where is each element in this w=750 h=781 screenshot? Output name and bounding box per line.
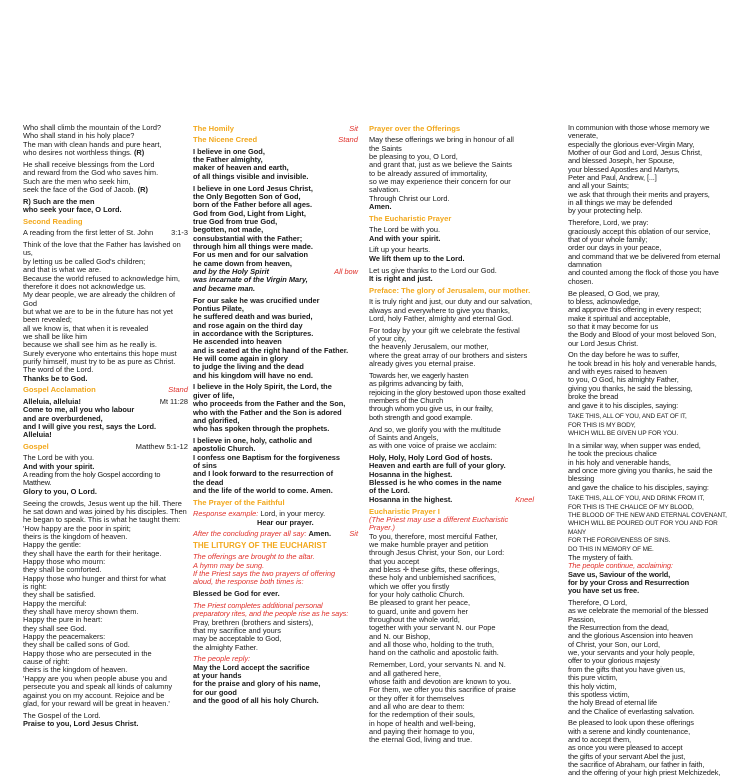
gospel-text-2: 'Happy are you when people abuse you and persecute you and speak all kinds of calumny against you on my account. Rejoice and be glad, for your reward will be great in heaven.' [23,673,173,708]
may-the-lord-accept: May the Lord accept the sacrifice at your hands for the praise and glory of his name, for our good and the good of all his holy Church. [193,662,321,706]
let-us-give-thanks: Let us give thanks to the Lord our God. [369,265,497,275]
ep1-text-2: Remember, Lord, your servants N. and N. and all gathered here, whose faith and devotion are known to you. For them, we offer you this sacrifice of praise or they offer it for themselves and all who are dear to them: for the redemption of their souls, in hope of health and well-being, and paying their homage to you, the eternal God, living and true. [369,660,516,745]
right-and-just: It is right and just. [369,274,433,283]
people-continue-rubric: The people continue, acclaiming: [568,561,673,571]
second-reading-text: Think of the love that the Father has lavished on us, by letting us be called God's children; and that is what we are. Because the world refused to acknowledge him, therefore it does not acknowledge us. My dear people, we are already the children of God but what we are to be in the future has not yet been revealed; all we know is, that when it is revealed we shall be like him because we shall see him as he really is. Surely everyone who entertains this hope must purify himself, must try to be as pure as Christ. [23,240,181,366]
pray-brethren: Pray, brethren (brothers and sisters), that my sacrifice and yours may be acceptable to God, the almighty Father. [193,617,314,652]
preface-text-2: For today by your gift we celebrate the festival of your city, the heavenly Jerusalem, our mother, where the great array of our brothers and sisters already gives you eternal praise. [369,325,528,369]
lord-be-with-you: The Lord be with you. [23,453,95,463]
offerings-rubric: The offerings are brought to the altar. A hymn may be sung. If the Priest says the two prayers of offering aloud, the response both times is: [193,552,336,587]
hear-our-prayer: Hear our prayer. [257,517,314,527]
liturgy-heading: THE LITURGY OF THE EUCHARIST [193,540,327,550]
sanctus [369,454,534,504]
priest-completes-rubric: The Priest completes additional personal preparatory rites, and the people rise as he says: [193,600,349,619]
consecration-bread: TAKE THIS, ALL OF YOU, AND EAT OF IT, FOR THIS IS MY BODY, WHICH WILL BE GIVEN UP FOR YOU. [568,413,687,438]
blessed-response: Blessed be God for ever. [193,589,280,599]
consecration-wine: TAKE THIS, ALL OF YOU, AND DRINK FROM IT, FOR THIS IS THE CHALICE OF MY BLOOD, THE BLOOD OF THE NEW AND ETERNAL COVENANT, WHICH WILL BE POURED OUT FOR YOU AND FOR MANY FOR THE FORGIVENESS OF SINS. DO THIS IN MEMORY OF ME. [568,495,727,553]
gospel-heading [23,443,188,451]
preface-text-1: It is truly right and just, our duty and our salvation, always and everywhere to give you thanks, Lord, holy Father, almighty and eternal God. [369,297,533,323]
eucharistic-prayer-heading: The Eucharistic Prayer [369,213,452,223]
column-4 [568,124,733,781]
response-marker: (R) [133,148,145,158]
prayer-offerings-text: May these offerings we bring in honour of all the Saints be pleasing to you, O Lord, and grant that, just as we believe the Saints to be already assured of immortality, so we may experience their concern for our salvation. Through Christ our Lord. [369,135,514,203]
and-with-your-spirit: And with your spirit. [23,461,95,471]
gospel-intro: A reading from the holy Gospel according to Matthew. [23,470,161,488]
preface-text-4: And so, we glorify you with the multitude of Saints and Angels, as with one voice of praise we acclaim: [369,424,501,451]
second-reading-heading: Second Reading [23,216,83,226]
preface-heading: Preface: The glory of Jerusalem, our mother. [369,285,531,295]
heading-text: The Nicene Creed [193,135,258,145]
prayer-offerings-heading: Prayer over the Offerings [369,124,461,133]
creed-part-1: I believe in one God, the Father almighty, maker of heaven and earth, of all things visible and invisible. [193,146,309,181]
gospel-text: Seeing the crowds, Jesus went up the hill. There he sat down and was joined by his disciples. Then he began to speak. This is what he taught them: [23,498,187,525]
creed-part-2: I believe in one Lord Jesus Christ, the Only Begotten Son of God, born of the Father before all ages. God from God, Light from Light, true God from true God, begotten, not made, consubstantial with the Father; through him all things were made. For us men and for our salvation he came down from heaven, [193,183,313,268]
alleluia-text: Alleluia, alleluia! [23,396,81,406]
lift-up-hearts: Lift up your hearts. [369,245,431,255]
amen-response: Amen. [369,202,392,212]
qui-pridie: On the day before he was to suffer, he took bread in his holy and venerable hands, and with eyes raised to heaven to you, O God, his almighty Father, giving you thanks, he said the blessing, broke the bread and gave it to his disciples, saying: [568,350,717,410]
stanza-text: He shall receive blessings from the Lord and reward from the God who saves him. Such are the men who seek him, seek the face of the God of Jacob. [23,159,159,194]
response-label: Response example: [193,509,259,519]
response-marker: (R) [137,184,148,194]
rubric-stand: Stand [168,385,188,395]
psalm-stanza-1 [23,124,188,157]
creed-part-3: For our sake he was crucified under Pontius Pilate, he suffered death and was buried, and rose again on the third day in accordance with the Scriptures. He ascended into heaven and is seated at the right hand of the Father. He will come again in glory to judge the living and the dead and his kingdom will have no end. [193,295,349,380]
creed-heading [193,136,358,144]
beatitudes: 'How happy are the poor in spirit; theirs is the kingdom of heaven. Happy the gentle: they shall have the earth for their heritage. Happy those who mourn: they shall be comforted. Happy those who hunger and thirst for what is right: they shall be satisfied. Happy the merciful: they shall have mercy shown them. Happy the pure in heart: they shall see God. Happy the peacemakers: they shall be called sons of God. Happy those who are persecuted in the cause of right: theirs is the kingdom of heaven. [23,523,166,675]
ep1-rubric: (The Priest may use a different Eucharistic Prayer.) [369,514,509,533]
second-reading-intro [23,229,188,237]
rubric-sit: Sit [349,124,358,133]
rubric-kneel: Kneel [515,494,534,504]
column-1 [23,124,188,732]
gospel-acclamation-heading [23,386,188,394]
praise-response: Praise to you, Lord Jesus Christ. [23,719,139,729]
column-2 [193,124,358,709]
supra-quae: Be pleased to look upon these offerings with a serene and kindly countenance, and to accept them, as once you were pleased to accept the gifts of your servant Abel the just, the sacrifice of Abraham, our father in faith, and the offering of your high priest Melchizedek, [568,718,721,778]
ep1-heading: Eucharistic Prayer I [369,506,440,516]
gospel-of-lord: The Gospel of the Lord. [23,710,101,720]
heading-text: Gospel Acclamation [23,385,96,395]
column-3 [369,124,534,748]
heading-text: The Homily [193,124,234,133]
reference: 3:1-3 [171,228,188,238]
amen: Amen. [308,529,332,539]
save-us-acclamation: Save us, Saviour of the world, for by your Cross and Resurrection you have set us free. [568,569,690,596]
creed-part-4: I believe in the Holy Spirit, the Lord, the giver of life, who proceeds from the Father and the Son, who with the Father and the Son is adored and glorified, who has spoken through the prophets. [193,382,346,434]
rubric-stand: Stand [338,135,358,145]
concluding-rubric [193,530,358,538]
thanks-response: Thanks be to God. [23,373,88,383]
response-text: Lord, in your mercy. [260,509,326,519]
psalm-response: R) Such are the men who seek your face, O Lord. [23,196,122,215]
ep1-text-1: To you, therefore, most merciful Father, we make humble prayer and petition through Jesus Christ, your Son, our Lord: that you accept and bless ✛ these gifts, these offerings, these holy and unblemished sacrifices, which we offer you firstly for your holy catholic Church. Be pleased to grant her peace, to guard, unite and govern her throughout the whole world, together with your servant N. our Pope and N. our Bishop, and all those who, holding to the truth, hand on the catholic and apostolic faith. [369,531,505,658]
people-reply-rubric: The people reply: [193,654,251,664]
psalm-stanza-2 [23,161,188,194]
hanc-igitur: Therefore, Lord, we pray: graciously accept this oblation of our service, that of your whole family; order our days in your peace, and command that we be delivered from eternal damnation and counted among the flock of those you have chosen. [568,218,721,286]
reference: Matthew 5:1-12 [135,442,188,452]
rubric-all-bow: All bow [334,267,358,276]
intro-text: A reading from the first letter of St. John [23,228,154,238]
homily-heading [193,125,358,133]
alleluia [23,398,188,406]
lord-be-with-you: The Lord be with you. [369,225,441,235]
sanctus-text: Holy, Holy, Holy Lord God of hosts. Heaven and earth are full of your glory. Hosanna in the highest. Blessed is he who comes in the name of the Lord. Hosanna in the highest. [369,453,506,504]
faithful-heading: The Prayer of the Faithful [193,497,285,507]
incarnation-text: and by the Holy Spirit was incarnate of the Virgin Mary, and became man. [193,267,308,293]
heading-text: Gospel [23,442,49,452]
word-of-lord: The word of the Lord. [23,365,94,375]
and-with-your-spirit: And with your spirit. [369,233,441,243]
communicantes: In communion with those whose memory we venerate, especially the glorious ever-Virgin Mary, Mother of our God and Lord, Jesus Christ, and blessed Joseph, her Spouse, your blessed Apostles and Martyrs, Peter and Paul, Andrew, [...] and all your Saints; we ask that through their merits and prayers, in all things we may be defended by your protecting help. [568,123,710,216]
creed-incarnation [193,268,358,293]
rubric-sit: Sit [349,529,358,539]
preface-text-3: Towards her, we eagerly hasten as pilgrims advancing by faith, rejoicing in the glory bestowed upon those exalted members of the Church through whom you give us, in our frailty, both strength and good example. [369,370,526,422]
creed-part-5: I believe in one, holy, catholic and apostolic Church. I confess one Baptism for the forgiveness of sins and I look forward to the resurrection of the dead and the life of the world to come. Amen. [193,436,341,496]
concluding-text: After the concluding prayer all say: [193,529,307,539]
simili-modo: In a similar way, when supper was ended, he took the precious chalice in his holy and venerable hands, and once more giving you thanks, he said the blessing and gave the chalice to his disciples, saying: [568,440,713,492]
glory-response: Glory to you, O Lord. [23,486,97,496]
unde-et-memores: Therefore, O Lord, as we celebrate the memorial of the blessed Passion, the Resurrection from the dead, and the glorious Ascension into heaven of Christ, your Son, our Lord, we, your servants and your holy people, offer to your glorious majesty from the gifts that you have given us, this pure victim, this holy victim, this spotless victim, the holy Bread of eternal life and the Chalice of everlasting salvation. [568,598,709,716]
acclamation-text: Come to me, all you who labour and are overburdened, and I will give you rest, says the Lord. Alleluia! [23,405,157,440]
stanza-text: Who shall climb the mountain of the Lord? Who shall stand in his holy place? The man with clean hands and pure heart, who desires not worthless things. [23,123,162,158]
reference: Mt 11:28 [159,396,188,406]
we-lift-them-up: We lift them up to the Lord. [369,253,465,263]
mystery-of-faith: The mystery of faith. [568,552,633,562]
quam-oblationem: Be pleased, O God, we pray, to bless, acknowledge, and approve this offering in every respect; make it spiritual and acceptable, so that it may become for us the Body and Blood of your most beloved Son, our Lord Jesus Christ. [568,288,717,348]
